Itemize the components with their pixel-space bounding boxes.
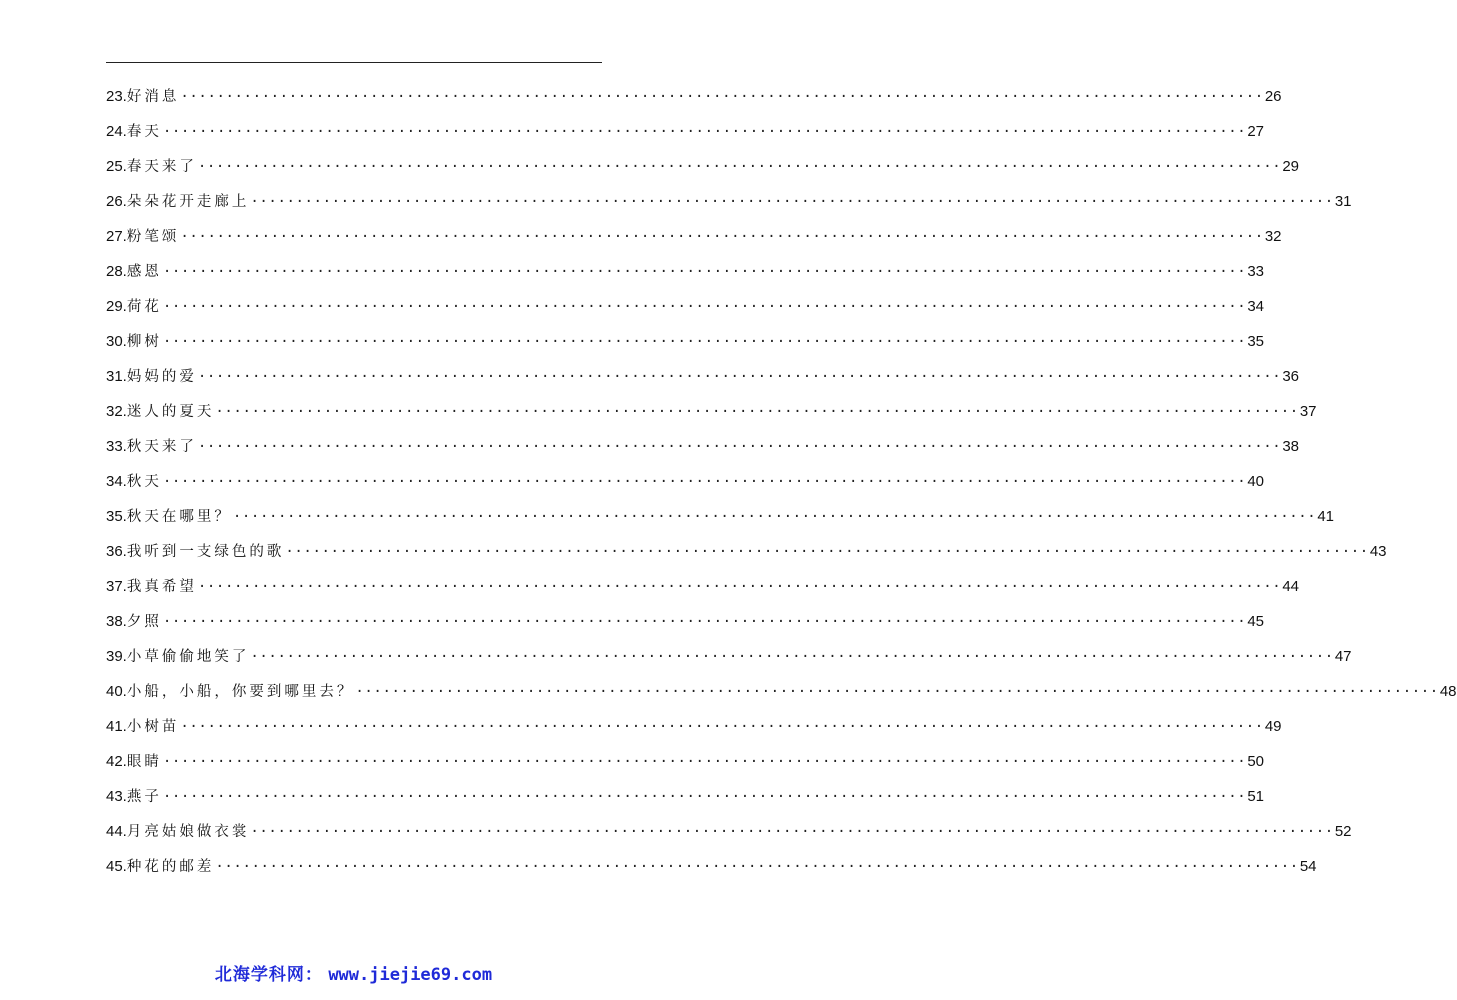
toc-entry-page-number: 40 bbox=[1247, 473, 1264, 490]
toc-entry-title: 感恩 bbox=[126, 264, 162, 280]
toc-entry-number: 36. bbox=[106, 543, 127, 560]
toc-dot-leader: ························································································································ bbox=[285, 544, 1369, 560]
toc-entry-number: 38. bbox=[106, 613, 127, 630]
toc-dot-leader: ························································································································ bbox=[250, 824, 1334, 840]
toc-entry-title: 小船，小船，你要到哪里去？ bbox=[126, 684, 355, 700]
toc-entry-number: 42. bbox=[106, 753, 127, 770]
toc-entry-number: 26. bbox=[106, 193, 127, 210]
toc-dot-leader: ························································································································ bbox=[162, 474, 1247, 490]
toc-dot-leader: ························································································································ bbox=[197, 369, 1282, 385]
toc-entry-number: 24. bbox=[106, 123, 127, 140]
toc-entry-page-number: 27 bbox=[1247, 123, 1264, 140]
toc-entry-page-number: 35 bbox=[1247, 333, 1264, 350]
toc-dot-leader: ························································································································ bbox=[162, 124, 1247, 140]
toc-entry-title: 春天 bbox=[126, 124, 162, 140]
toc-entry-number: 28. bbox=[106, 263, 127, 280]
toc-entry-page-number: 52 bbox=[1334, 823, 1352, 840]
toc-entry-title: 我听到一支绿色的歌 bbox=[126, 544, 285, 560]
toc-entry-page-number: 31 bbox=[1334, 193, 1352, 210]
toc-entry-number: 29. bbox=[106, 298, 127, 315]
toc-entry-title: 秋天 bbox=[126, 474, 162, 490]
toc-dot-leader: ························································································································ bbox=[180, 719, 1264, 735]
toc-entry-page-number: 38 bbox=[1282, 438, 1299, 455]
toc-entry-number: 35. bbox=[106, 508, 127, 525]
toc-entry[interactable] bbox=[106, 115, 1264, 150]
footer-url-link[interactable]: www.jiejie69.com bbox=[328, 965, 493, 985]
toc-dot-leader: ························································································································ bbox=[250, 649, 1334, 665]
toc-entry-page-number: 34 bbox=[1247, 298, 1264, 315]
toc-entry[interactable] bbox=[106, 325, 1264, 360]
toc-entry-title: 种花的邮差 bbox=[126, 859, 215, 875]
toc-entry[interactable] bbox=[106, 395, 1317, 430]
toc-dot-leader: ························································································································ bbox=[250, 194, 1334, 210]
toc-entry-page-number: 36 bbox=[1282, 368, 1299, 385]
toc-entry-number: 27. bbox=[106, 228, 127, 245]
toc-entry-title: 朵朵花开走廊上 bbox=[126, 194, 250, 210]
toc-entry-title: 燕子 bbox=[126, 789, 162, 805]
toc-entry-page-number: 50 bbox=[1247, 753, 1264, 770]
toc-entry[interactable] bbox=[106, 290, 1264, 325]
toc-entry-number: 40. bbox=[106, 683, 127, 700]
toc-entry-number: 44. bbox=[106, 823, 127, 840]
toc-entry[interactable] bbox=[106, 570, 1299, 605]
toc-dot-leader: ························································································································ bbox=[197, 159, 1282, 175]
table-of-contents bbox=[106, 80, 1457, 885]
toc-dot-leader: ························································································································ bbox=[215, 859, 1299, 875]
toc-entry-title: 粉笔颂 bbox=[126, 229, 180, 245]
toc-entry-number: 30. bbox=[106, 333, 127, 350]
toc-entry[interactable] bbox=[106, 780, 1264, 815]
toc-dot-leader: ························································································································ bbox=[197, 439, 1282, 455]
toc-entry[interactable] bbox=[106, 605, 1264, 640]
toc-entry-number: 45. bbox=[106, 858, 127, 875]
toc-entry-title: 秋天来了 bbox=[126, 439, 197, 455]
toc-entry[interactable] bbox=[106, 430, 1299, 465]
toc-entry[interactable] bbox=[106, 640, 1352, 675]
toc-entry-title: 柳树 bbox=[126, 334, 162, 350]
toc-entry-title: 荷花 bbox=[126, 299, 162, 315]
footer-label: 北海学科网： bbox=[214, 965, 323, 985]
toc-entry[interactable] bbox=[106, 220, 1282, 255]
toc-entry-title: 秋天在哪里？ bbox=[126, 509, 232, 525]
toc-dot-leader: ························································································································ bbox=[180, 89, 1264, 105]
toc-entry-title: 小树苗 bbox=[126, 719, 180, 735]
toc-entry[interactable] bbox=[106, 850, 1317, 885]
toc-dot-leader: ························································································································ bbox=[162, 334, 1247, 350]
toc-entry[interactable] bbox=[106, 465, 1264, 500]
toc-entry-page-number: 32 bbox=[1264, 228, 1282, 245]
toc-entry-title: 迷人的夏天 bbox=[126, 404, 215, 420]
toc-dot-leader: ························································································································ bbox=[180, 229, 1264, 245]
toc-entry-title: 我真希望 bbox=[126, 579, 197, 595]
toc-entry-number: 39. bbox=[106, 648, 127, 665]
toc-entry-number: 25. bbox=[106, 158, 127, 175]
toc-entry[interactable] bbox=[106, 150, 1299, 185]
toc-entry-title: 春天来了 bbox=[126, 159, 197, 175]
toc-entry[interactable] bbox=[106, 255, 1264, 290]
toc-entry-page-number: 45 bbox=[1247, 613, 1264, 630]
toc-entry[interactable] bbox=[106, 710, 1282, 745]
toc-entry-title: 月亮姑娘做衣裳 bbox=[126, 824, 250, 840]
toc-entry-number: 34. bbox=[106, 473, 127, 490]
toc-entry-number: 31. bbox=[106, 368, 127, 385]
toc-entry-page-number: 29 bbox=[1282, 158, 1299, 175]
toc-entry-number: 23. bbox=[106, 88, 127, 105]
toc-entry-page-number: 37 bbox=[1299, 403, 1317, 420]
footer bbox=[0, 962, 707, 988]
toc-entry-page-number: 48 bbox=[1439, 683, 1457, 700]
toc-entry-number: 33. bbox=[106, 438, 127, 455]
toc-entry-page-number: 47 bbox=[1334, 648, 1352, 665]
toc-entry-page-number: 43 bbox=[1369, 543, 1387, 560]
toc-dot-leader: ························································································································ bbox=[162, 614, 1247, 630]
toc-entry[interactable] bbox=[106, 500, 1334, 535]
toc-entry[interactable] bbox=[106, 745, 1264, 780]
toc-entry-title: 好消息 bbox=[126, 89, 180, 105]
toc-dot-leader: ························································································································ bbox=[215, 404, 1299, 420]
toc-entry-page-number: 33 bbox=[1247, 263, 1264, 280]
toc-entry-number: 43. bbox=[106, 788, 127, 805]
toc-dot-leader: ························································································································ bbox=[197, 579, 1282, 595]
toc-entry-number: 41. bbox=[106, 718, 127, 735]
toc-entry-page-number: 41 bbox=[1317, 508, 1334, 525]
toc-dot-leader: ························································································································ bbox=[232, 509, 1317, 525]
toc-dot-leader: ························································································································ bbox=[162, 264, 1247, 280]
toc-entry-page-number: 54 bbox=[1299, 858, 1317, 875]
toc-entry-title: 小草偷偷地笑了 bbox=[126, 649, 250, 665]
toc-dot-leader: ························································································································ bbox=[355, 684, 1439, 700]
toc-dot-leader: ························································································································ bbox=[162, 299, 1247, 315]
toc-entry-title: 夕照 bbox=[126, 614, 162, 630]
toc-entry-page-number: 26 bbox=[1264, 88, 1282, 105]
toc-entry-number: 32. bbox=[106, 403, 127, 420]
toc-dot-leader: ························································································································ bbox=[162, 754, 1247, 770]
toc-entry[interactable] bbox=[106, 360, 1299, 395]
toc-entry[interactable] bbox=[106, 80, 1282, 115]
header-rule bbox=[106, 62, 602, 63]
toc-entry-title: 妈妈的爱 bbox=[126, 369, 197, 385]
toc-entry[interactable] bbox=[106, 535, 1387, 570]
toc-entry[interactable] bbox=[106, 815, 1352, 850]
toc-entry-page-number: 51 bbox=[1247, 788, 1264, 805]
toc-entry-page-number: 44 bbox=[1282, 578, 1299, 595]
toc-entry[interactable] bbox=[106, 185, 1352, 220]
toc-entry-page-number: 49 bbox=[1264, 718, 1282, 735]
toc-entry[interactable] bbox=[106, 675, 1457, 710]
toc-entry-number: 37. bbox=[106, 578, 127, 595]
toc-dot-leader: ························································································································ bbox=[162, 789, 1247, 805]
toc-entry-title: 眼睛 bbox=[126, 754, 162, 770]
